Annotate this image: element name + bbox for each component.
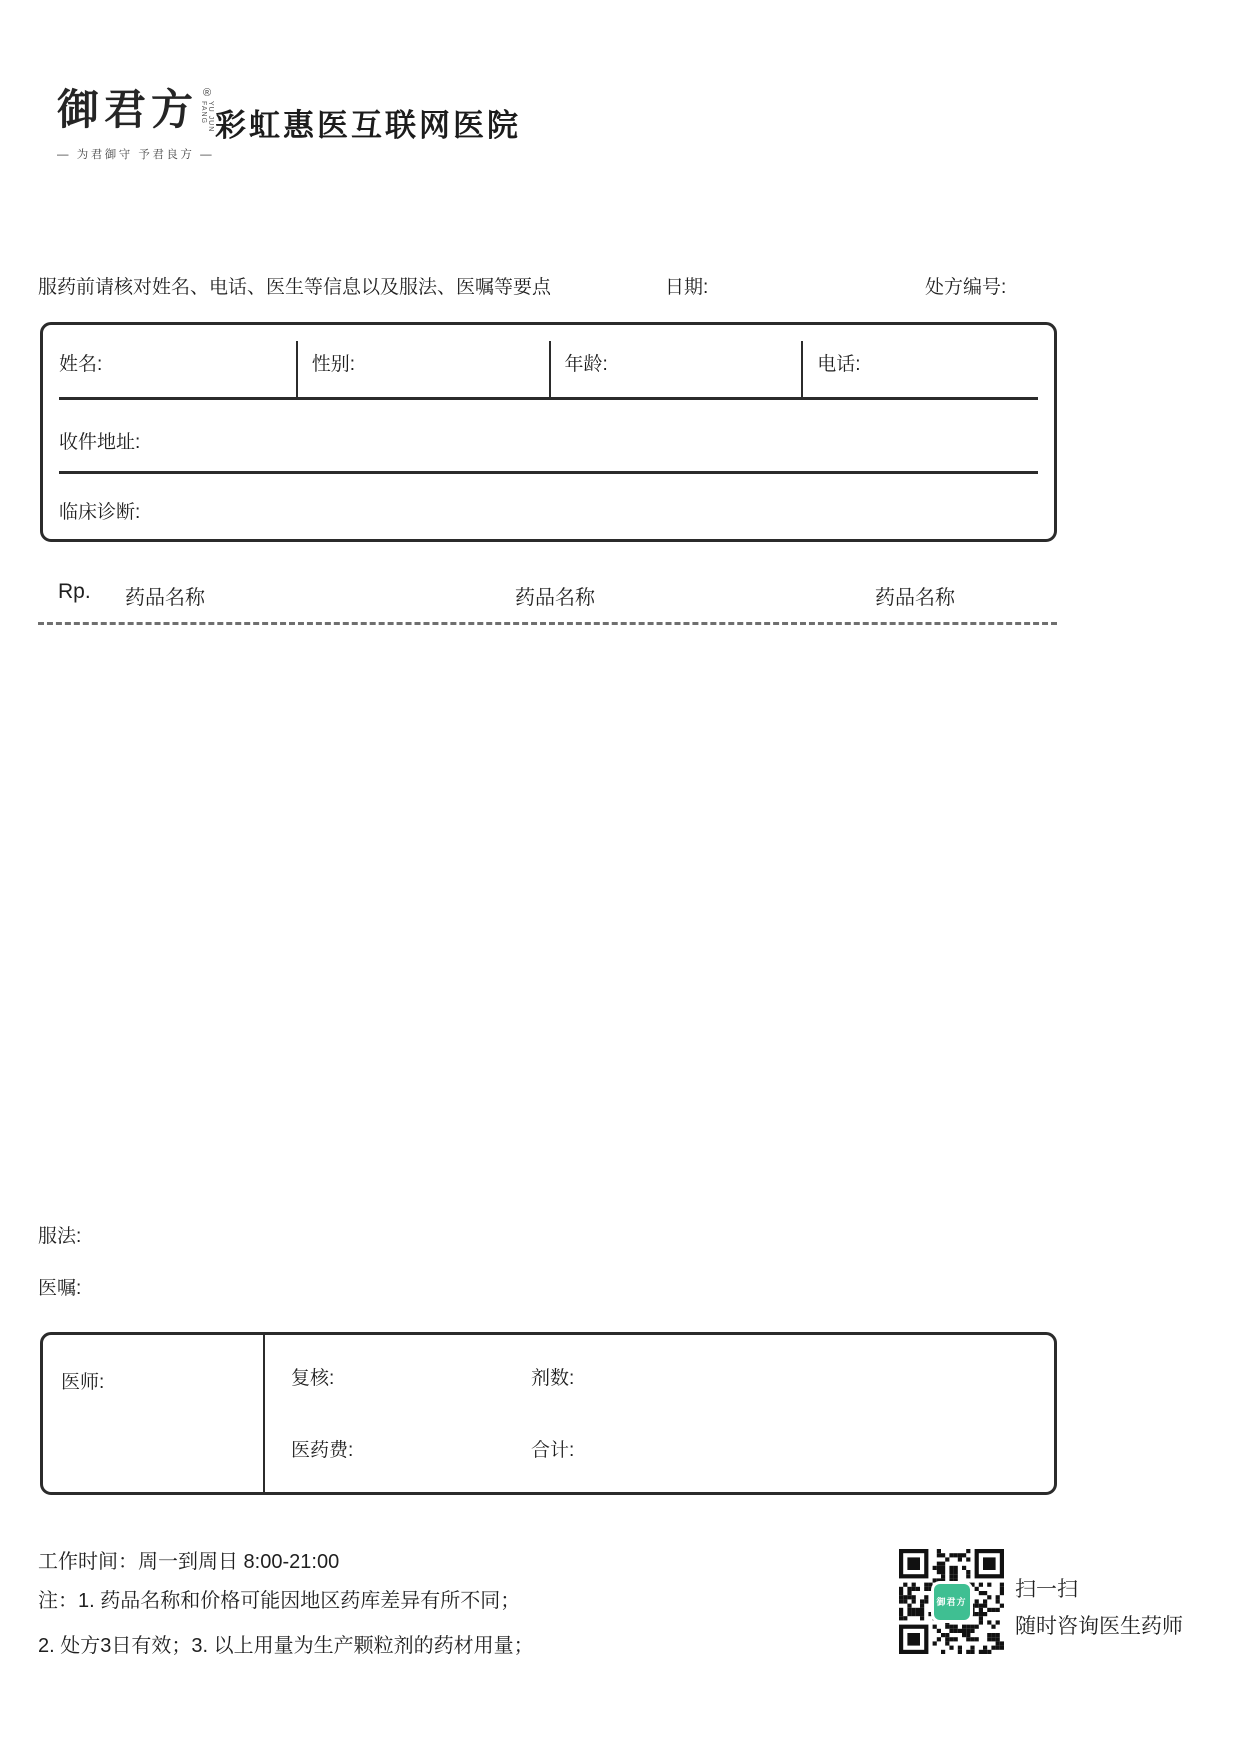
date-label: 日期: (665, 277, 709, 298)
age-label: 年龄: (564, 353, 608, 375)
footer-note-line2: 2. 处方3日有效；3. 以上用量为生产颗粒剂的药材用量； (38, 1635, 534, 1657)
doctor-advice-label: 医嘱: (38, 1278, 82, 1299)
registered-trademark-icon: ® (202, 87, 212, 99)
drug-name-column-header: 药品名称 (125, 587, 205, 609)
prescription-number-label: 处方编号: (925, 277, 1007, 298)
dose-count-label: 剂数: (531, 1368, 575, 1389)
total-label: 合计: (531, 1440, 575, 1461)
gender-label: 性别: (311, 353, 356, 375)
diagnosis-label: 临床诊断: (59, 502, 141, 523)
hospital-name-title: 彩虹惠医互联网医院 (215, 108, 521, 143)
verification-notice: 服药前请核对姓名、电话、医生等信息以及服法、医嘱等要点 (38, 277, 552, 298)
brand-logo (57, 88, 214, 162)
drug-name-column-header: 药品名称 (515, 587, 595, 609)
signoff-box (40, 1332, 1057, 1495)
column-divider (263, 1335, 265, 1492)
brand-logo-pinyin: YU JUN FANG (200, 101, 215, 133)
column-divider (801, 341, 803, 399)
address-label: 收件地址: (59, 432, 141, 453)
phone-label: 电话: (817, 353, 861, 375)
gender-field (296, 325, 549, 399)
row-divider-line (59, 471, 1038, 474)
patient-fields-row (43, 325, 1054, 399)
footer-note-line1: 注：1. 药品名称和价格可能因地区药库差异有所不同； (38, 1590, 521, 1612)
brand-tagline: — 为君御守 予君良方 — (57, 149, 215, 161)
qr-center-logo: 御君方 (934, 1584, 970, 1620)
column-divider (549, 341, 551, 399)
qr-caption-scan: 扫一扫 (1015, 1578, 1078, 1601)
brand-logo-text: 御君方 (57, 88, 199, 134)
name-label: 姓名: (59, 353, 103, 375)
column-divider (296, 341, 298, 399)
qr-caption-consult: 随时咨询医生药师 (1015, 1615, 1183, 1638)
medicine-fee-label: 医药费: (291, 1440, 354, 1461)
patient-info-box (40, 322, 1057, 542)
phone-field (801, 325, 1054, 399)
review-label: 复核: (291, 1368, 335, 1389)
qr-code (899, 1549, 1004, 1654)
row-divider-line (59, 397, 1038, 400)
rx-dashed-divider (38, 622, 1057, 625)
rp-label: Rp. (58, 580, 91, 603)
working-hours-text: 工作时间：周一到周日 8:00-21:00 (38, 1551, 340, 1573)
age-field (549, 325, 802, 399)
usage-label: 服法: (38, 1226, 82, 1247)
drug-name-column-header: 药品名称 (875, 587, 955, 609)
name-field (43, 325, 296, 399)
doctor-label: 医师: (61, 1372, 105, 1393)
